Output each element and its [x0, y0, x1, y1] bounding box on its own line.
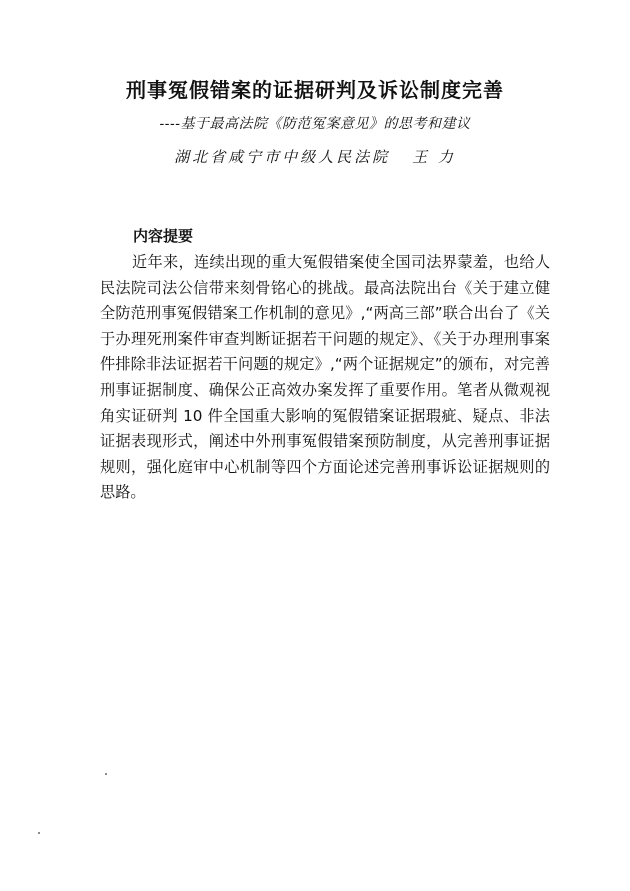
- author-line: [0, 146, 630, 168]
- document-title: 刑事冤假错案的证据研判及诉讼制度完善: [126, 78, 504, 102]
- scan-speck: [105, 773, 107, 775]
- abstract-text: 近年来，连续出现的重大冤假错案使全国司法界蒙羞，也给人民法院司法公信带来刻骨铭心的挑战。最高法院出台《关于建立健全防范刑事冤假错案工作机制的意见》,“两高三部”联合出台了《关于办理死刑案件审查判断证据若干问题的规定》、《关于办理刑事案件排除非法证据若干问题的规定》,“两个证据规定”的颁布，对完善刑事证据制度、确保公正高效办案发挥了重要作用。笔者从微观视角实证研判 10 件全国重大影响的冤假错案证据瑕疵、疑点、非法证据表现形式，阐述中外刑事冤假错案预防制度，从完善刑事证据规则，强化庭审中心机制等四个方面论述完善刑事诉讼证据规则的思路。: [100, 253, 550, 502]
- author-affiliation: 湖北省咸宁市中级人民法院: [174, 148, 391, 166]
- author-name: 王 力: [412, 148, 456, 166]
- document-subtitle: ----基于最高法院《防范冤案意见》的思考和建议: [159, 116, 471, 132]
- scan-speck: [38, 832, 40, 834]
- abstract-heading: 内容提要: [133, 227, 194, 245]
